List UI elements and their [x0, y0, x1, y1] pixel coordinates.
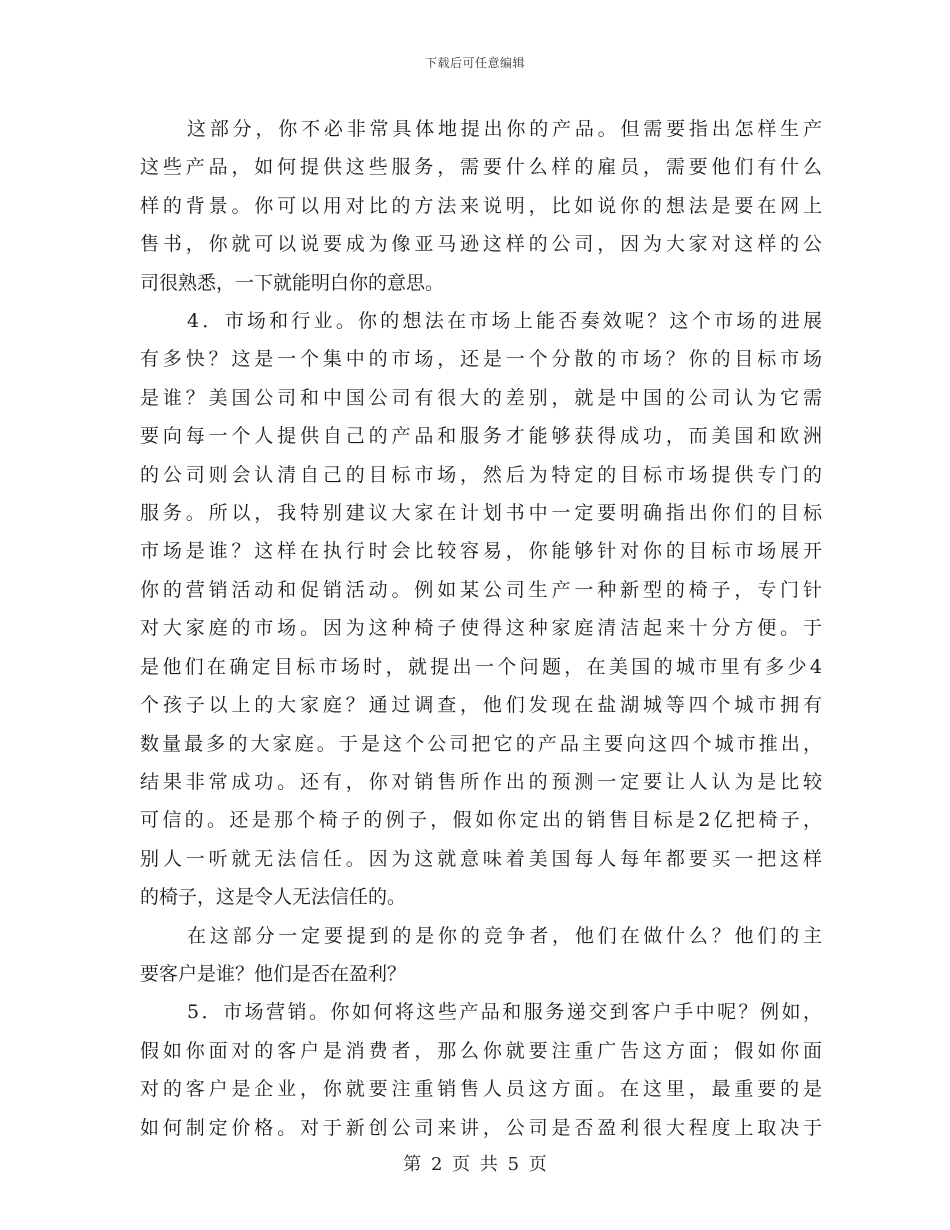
paragraph-2-line-1: 4．市场和行业。你的想法在市场上能否奏效呢？这个市场的进展 [187, 310, 822, 333]
page-number-footer: 第 2 页 共 5 页 [403, 1154, 547, 1175]
paragraph-3-line-2: 要客户是谁？他们是否在盈利？ [140, 962, 407, 985]
paragraph-2-line-6: 服务。所以，我特别建议大家在计划书中一定要明确指出你们的目标 [140, 502, 822, 525]
paragraph-2-line-4: 要向每一个人提供自己的产品和服务才能够获得成功，而美国和欧洲 [140, 425, 822, 448]
paragraph-2-line-5: 的公司则会认清自己的目标市场，然后为特定的目标市场提供专门的 [140, 463, 822, 486]
paragraph-4-line-4: 如何制定价格。对于新创公司来讲，公司是否盈利很大程度上取决于 [140, 1116, 822, 1139]
paragraph-1-line-5: 司很熟悉，一下就能明白你的意思。 [140, 271, 445, 294]
paragraph-2-line-16: 的椅子，这是令人无法信任的。 [140, 886, 407, 909]
paragraph-1-line-1: 这部分，你不必非常具体地提出你的产品。但需要指出怎样生产 [187, 118, 822, 140]
paragraph-2-line-15: 别人一听就无法信任。因为这就意味着美国每人每年都要买一把这样 [140, 847, 822, 870]
paragraph-2-line-14: 可信的。还是那个椅子的例子，假如你定出的销售目标是2亿把椅子， [140, 809, 822, 832]
paragraph-2-line-12: 数量最多的大家庭。于是这个公司把它的产品主要向这四个城市推出， [140, 732, 822, 755]
page-header: 下载后可任意编辑 [424, 56, 525, 70]
paragraph-2-line-9: 对大家庭的市场。因为这种椅子使得这种家庭清洁起来十分方便。于 [140, 617, 822, 640]
paragraph-1-line-3: 样的背景。你可以用对比的方法来说明，比如说你的想法是要在网上 [140, 194, 822, 217]
paragraph-2-line-13: 结果非常成功。还有，你对销售所作出的预测一定要让人认为是比较 [140, 770, 822, 793]
document-body [140, 110, 822, 1147]
paragraph-4-line-1: 5．市场营销。你如何将这些产品和服务递交到客户手中呢？例如， [187, 1001, 822, 1024]
paragraph-2-line-10: 是他们在确定目标市场时，就提出一个问题，在美国的城市里有多少4 [140, 655, 822, 678]
paragraph-2-line-2: 有多快？这是一个集中的市场，还是一个分散的市场？你的目标市场 [140, 348, 822, 371]
paragraph-1-line-2: 这些产品，如何提供这些服务，需要什么样的雇员，需要他们有什么 [140, 156, 822, 179]
paragraph-2-line-11: 个孩子以上的大家庭？通过调查，他们发现在盐湖城等四个城市拥有 [140, 694, 822, 717]
paragraph-2-line-3: 是谁？美国公司和中国公司有很大的差别，就是中国的公司认为它需 [140, 386, 822, 409]
paragraph-3-line-1: 在这部分一定要提到的是你的竞争者，他们在做什么？他们的主 [187, 924, 822, 947]
paragraph-4-line-2: 假如你面对的客户是消费者，那么你就要注重广告这方面；假如你面 [140, 1039, 822, 1062]
paragraph-4-line-3: 对的客户是企业，你就要注重销售人员这方面。在这里，最重要的是 [140, 1078, 822, 1101]
paragraph-2-line-7: 市场是谁？这样在执行时会比较容易，你能够针对你的目标市场展开 [140, 540, 822, 563]
paragraph-2-line-8: 你的营销活动和促销活动。例如某公司生产一种新型的椅子，专门针 [140, 578, 822, 601]
paragraph-1-line-4: 售书，你就可以说要成为像亚马逊这样的公司，因为大家对这样的公 [140, 233, 822, 256]
